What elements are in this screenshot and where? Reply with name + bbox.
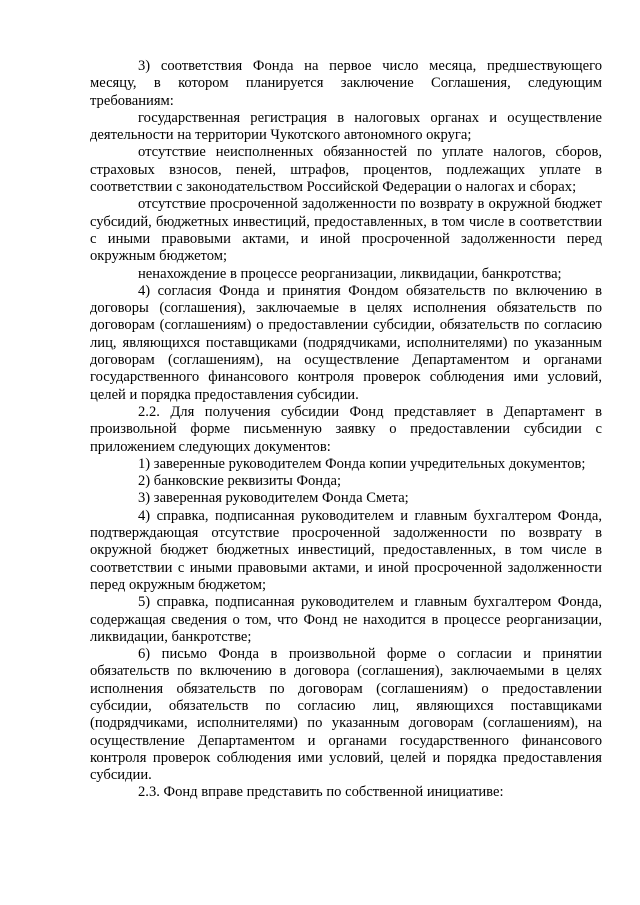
paragraph-section-2-2: 2.2. Для получения субсидии Фонд представляет в Департамент в произвольной форме письменную заявку о предоставлении субсидии с приложением следующих документов: bbox=[90, 403, 602, 455]
list-item-consent-letter: 6) письмо Фонда в произвольной форме о согласии и принятии обязательств по включению в договора (соглашения), заключаемыми в целях исполнения обязательств по договорам (соглашениям) о предоставлении субсидии, обязательств по согласию лиц, являющихся поставщиками (подрядчиками, исполнителями) по указанным договорам (соглашениям), на осуществление Департаментом и органами государственного финансового контроля проверок соблюдения ими условий, целей и порядка предоставления субсидии. bbox=[90, 646, 602, 784]
paragraph-section-2-3: 2.3. Фонд вправе представить по собственной инициативе: bbox=[138, 784, 504, 801]
paragraph-fund-compliance-requirements: 3) соответствия Фонда на первое число месяца, предшествующего месяцу, в котором планируется заключение Соглашения, следующим требованиям: bbox=[90, 58, 602, 109]
list-item-estimate: 3) заверенная руководителем Фонда Смета; bbox=[138, 490, 409, 507]
document-body bbox=[90, 58, 602, 802]
list-item-no-debt-certificate: 4) справка, подписанная руководителем и главным бухгалтером Фонда, подтверждающая отсутствие просроченной задолженности по возврату в окружной бюджет бюджетных инвестиций, предоставленных, в том числе в соответствии с иными правовыми актами, и иной просроченной задолженности перед окружным бюджетом; bbox=[90, 507, 602, 593]
paragraph-no-unpaid-taxes: отсутствие неисполненных обязанностей по уплате налогов, сборов, страховых взносов, пеней, штрафов, процентов, подлежащих уплате в соответствии с законодательством Российской Федерации о налогах и сборах; bbox=[90, 144, 602, 196]
list-item-constituent-documents: 1) заверенные руководителем Фонда копии учредительных документов; bbox=[138, 455, 586, 472]
paragraph-fund-consent-obligations: 4) согласия Фонда и принятия Фондом обязательств по включению в договоры (соглашения), заключаемые в целях исполнения обязательств по договорам (соглашениям) о предоставлении субсидии, обязательств по согласию лиц, являющихся поставщиками (подрядчиками, исполнителями) по указанным договорам (соглашениям), на осуществление Департаментом и органами государственного финансового контроля проверок соблюдения ими условий, целей и порядка предоставления субсидии. bbox=[90, 282, 602, 403]
paragraph-no-reorganization: ненахождение в процессе реорганизации, ликвидации, банкротства; bbox=[138, 265, 562, 282]
paragraph-no-overdue-debt: отсутствие просроченной задолженности по возврату в окружной бюджет субсидий, бюджетных инвестиций, предоставленных, в том числе в соответствии с иными правовыми актами, и иной просроченной задолженности перед окружным бюджетом; bbox=[90, 196, 602, 265]
list-item-bank-details: 2) банковские реквизиты Фонда; bbox=[138, 473, 342, 490]
list-item-no-bankruptcy-certificate: 5) справка, подписанная руководителем и главным бухгалтером Фонда, содержащая сведения о том, что Фонд не находится в процессе реорганизации, ликвидации, банкротстве; bbox=[90, 594, 602, 645]
paragraph-state-registration: государственная регистрация в налоговых органах и осуществление деятельности на территории Чукотского автономного округа; bbox=[90, 109, 602, 144]
